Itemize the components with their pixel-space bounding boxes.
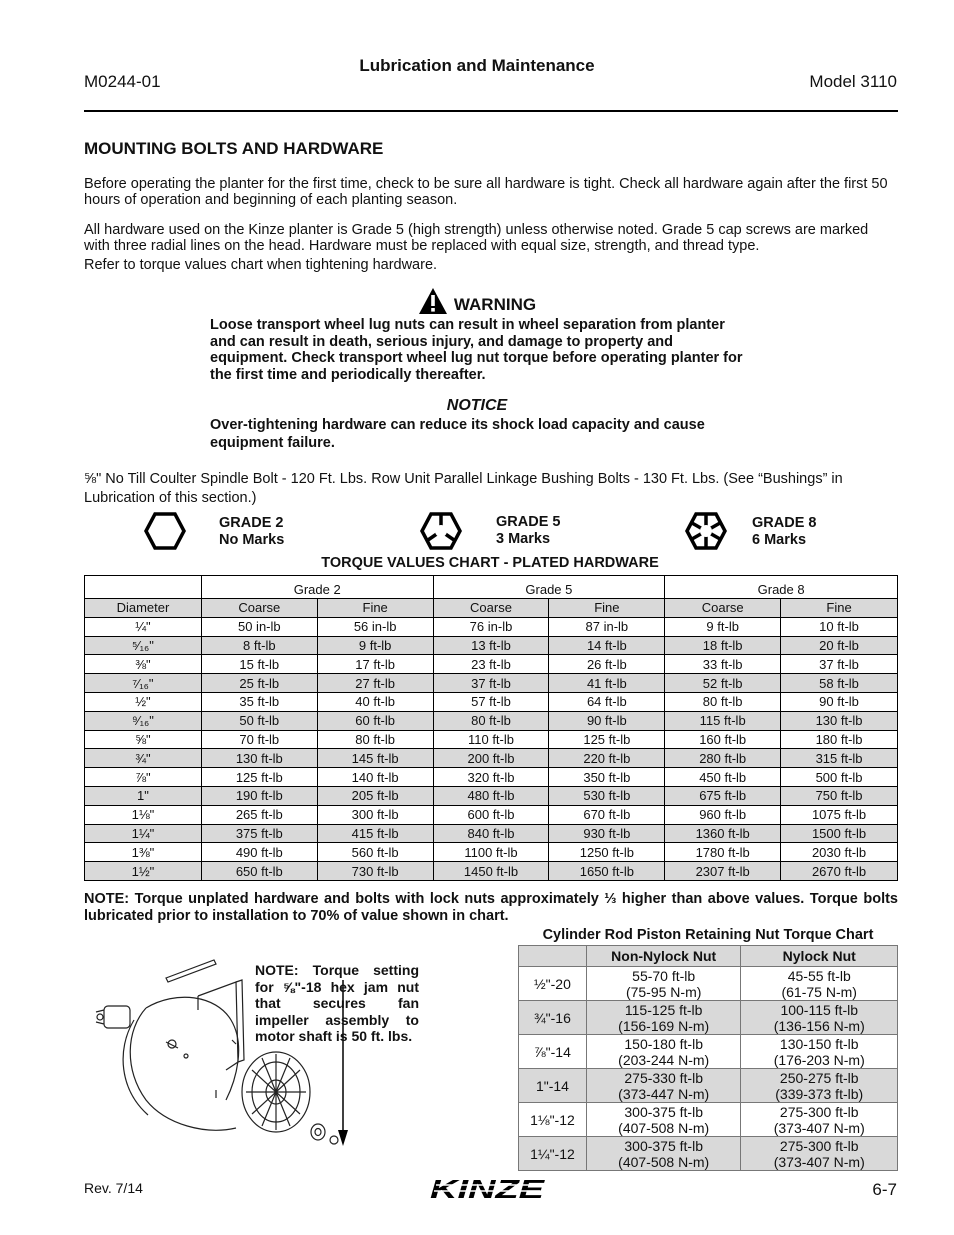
torque-nm: (61-75 N-m)	[781, 983, 857, 1000]
diameter-cell: ⁵⁄₁₆"	[85, 636, 202, 655]
cylinder-chart-title: Cylinder Rod Piston Retaining Nut Torque Chart	[542, 927, 874, 943]
grade-5-label	[496, 514, 560, 548]
thread-size-cell: 1¼"-12	[519, 1137, 587, 1171]
intro-paragraph: Before operating the planter for the first time, check to be sure all hardware is tight. Check all hardware again after the first 50 hours of operation and beginning of each planting season.	[84, 176, 888, 208]
page-number: 6-7	[872, 1180, 897, 1199]
torque-cell: 1100 ft-lb	[433, 843, 549, 862]
torque-cell: 600 ft-lb	[433, 805, 549, 824]
grade-8-name: GRADE 8	[752, 515, 817, 531]
column-header-row	[85, 599, 898, 618]
thread-size-cell: 1"-14	[519, 1069, 587, 1103]
column-header: Fine	[781, 599, 898, 618]
torque-cell: 1250 ft-lb	[549, 843, 665, 862]
page-title: MOUNTING BOLTS AND HARDWARE	[84, 139, 384, 158]
torque-cell: 52 ft-lb	[665, 674, 781, 693]
header-rule	[84, 110, 898, 112]
torque-cell: 560 ft-lb	[317, 843, 433, 862]
torque-cell: 14 ft-lb	[549, 636, 665, 655]
torque-cell: 450 ft-lb	[665, 768, 781, 787]
torque-cell: 530 ft-lb	[549, 786, 665, 805]
grade-header: Grade 8	[665, 576, 898, 599]
torque-cell: 15 ft-lb	[201, 655, 317, 674]
torque-nm: (373-447 N-m)	[618, 1085, 710, 1102]
torque-cell: 205 ft-lb	[317, 786, 433, 805]
cylinder-header-row	[519, 946, 898, 967]
torque-cell: 1650 ft-lb	[549, 862, 665, 881]
torque-cell: 9 ft-lb	[317, 636, 433, 655]
table-row	[85, 730, 898, 749]
empty-header-cell	[85, 576, 202, 599]
grade-5-marks: 3 Marks	[496, 531, 551, 547]
torque-cell: 9 ft-lb	[665, 617, 781, 636]
torque-ftlb: 300-375 ft-lb	[624, 1103, 703, 1120]
column-header: Fine	[549, 599, 665, 618]
torque-nm: (373-407 N-m)	[773, 1119, 865, 1136]
refer-paragraph: Refer to torque values chart when tightening hardware.	[84, 257, 438, 273]
torque-cell: 320 ft-lb	[433, 768, 549, 787]
torque-cell: 670 ft-lb	[549, 805, 665, 824]
warning-title: WARNING	[453, 295, 537, 314]
torque-range-cell	[741, 1035, 898, 1069]
torque-cell: 960 ft-lb	[665, 805, 781, 824]
torque-cell: 57 ft-lb	[433, 692, 549, 711]
notice-body: Over-tightening hardware can reduce its shock load capacity and cause equipment failure.	[210, 417, 705, 451]
table-row	[85, 636, 898, 655]
torque-range-cell	[586, 1001, 741, 1035]
torque-range-cell	[741, 1103, 898, 1137]
torque-cell: 23 ft-lb	[433, 655, 549, 674]
torque-ftlb: 275-300 ft-lb	[779, 1137, 859, 1154]
table-row	[85, 711, 898, 730]
cylinder-table-body	[519, 967, 898, 1171]
torque-cell: 1450 ft-lb	[433, 862, 549, 881]
torque-cell: 27 ft-lb	[317, 674, 433, 693]
torque-cell: 87 in-lb	[549, 617, 665, 636]
torque-range-cell	[741, 1001, 898, 1035]
torque-cell: 50 ft-lb	[201, 711, 317, 730]
torque-cell: 300 ft-lb	[317, 805, 433, 824]
torque-ftlb: 45-55 ft-lb	[787, 967, 851, 984]
torque-ftlb: 250-275 ft-lb	[779, 1069, 859, 1086]
torque-cell: 480 ft-lb	[433, 786, 549, 805]
torque-cell: 650 ft-lb	[201, 862, 317, 881]
thread-size-cell: ⅞"-14	[519, 1035, 587, 1069]
cylinder-torque-table	[518, 945, 898, 1171]
thread-size-cell: 1⅛"-12	[519, 1103, 587, 1137]
diameter-cell: ½"	[85, 692, 202, 711]
torque-cell: 140 ft-lb	[317, 768, 433, 787]
table-row	[85, 617, 898, 636]
torque-cell: 730 ft-lb	[317, 862, 433, 881]
torque-cell: 675 ft-lb	[665, 786, 781, 805]
torque-cell: 110 ft-lb	[433, 730, 549, 749]
column-header: Coarse	[433, 599, 549, 618]
grade-header: Grade 2	[201, 576, 433, 599]
torque-nm: (136-156 N-m)	[773, 1017, 865, 1034]
torque-cell: 160 ft-lb	[665, 730, 781, 749]
torque-cell: 115 ft-lb	[665, 711, 781, 730]
torque-cell: 1500 ft-lb	[781, 824, 898, 843]
torque-cell: 490 ft-lb	[201, 843, 317, 862]
column-header: Coarse	[665, 599, 781, 618]
torque-cell: 2030 ft-lb	[781, 843, 898, 862]
torque-cell: 1360 ft-lb	[665, 824, 781, 843]
torque-ftlb: 100-115 ft-lb	[780, 1001, 859, 1018]
diameter-cell: 1"	[85, 786, 202, 805]
torque-ftlb: 130-150 ft-lb	[779, 1035, 859, 1052]
torque-cell: 415 ft-lb	[317, 824, 433, 843]
warning-body: Loose transport wheel lug nuts can result in wheel separation from planter and can result in death, serious injury, and damage to property and equipment. Check transport wheel lug nut torque before operating planter for the first time and periodically thereafter.	[210, 317, 743, 383]
torque-cell: 315 ft-lb	[781, 749, 898, 768]
torque-cell: 500 ft-lb	[781, 768, 898, 787]
thread-size-cell: ½"-20	[519, 967, 587, 1001]
torque-cell: 180 ft-lb	[781, 730, 898, 749]
torque-note: NOTE: Torque unplated hardware and bolts with lock nuts approximately ⅓ higher than above values. Torque bolts lubricated prior to installation to 70% of value shown in chart.	[84, 891, 898, 924]
diameter-cell: 1⅛"	[85, 805, 202, 824]
torque-cell: 1780 ft-lb	[665, 843, 781, 862]
table-row	[85, 805, 898, 824]
torque-nm: (339-373 ft-lb)	[775, 1085, 864, 1102]
model-number: Model 3110	[809, 72, 897, 91]
diameter-cell: ⅝"	[85, 730, 202, 749]
torque-range-cell	[741, 967, 898, 1001]
torque-nm: (203-244 N-m)	[618, 1051, 710, 1068]
table-row	[85, 768, 898, 787]
diameter-cell: 1⅜"	[85, 843, 202, 862]
torque-cell: 265 ft-lb	[201, 805, 317, 824]
notice-title: NOTICE	[446, 397, 508, 414]
torque-cell: 125 ft-lb	[201, 768, 317, 787]
torque-cell: 750 ft-lb	[781, 786, 898, 805]
diameter-cell: ⅜"	[85, 655, 202, 674]
table-row	[519, 1069, 898, 1103]
table-row	[85, 824, 898, 843]
table-row	[519, 1137, 898, 1171]
spindle-note: ⅝" No Till Coulter Spindle Bolt - 120 Ft. Lbs. Row Unit Parallel Linkage Bushing Bolts - 130 Ft. Lbs. (See “Bushings” in Lubrication of this section.)	[84, 471, 843, 506]
diameter-cell: ⁹⁄₁₆"	[85, 711, 202, 730]
column-header: Fine	[317, 599, 433, 618]
torque-cell: 2670 ft-lb	[781, 862, 898, 881]
torque-range-cell	[586, 967, 741, 1001]
torque-cell: 125 ft-lb	[549, 730, 665, 749]
torque-cell: 56 in-lb	[317, 617, 433, 636]
warning-heading	[0, 287, 954, 315]
torque-range-cell	[586, 1103, 741, 1137]
grade-8-marks: 6 Marks	[752, 532, 807, 548]
warning-icon	[418, 287, 448, 315]
cylinder-header: Non-Nylock Nut	[586, 946, 741, 967]
kinze-logo-text: KINZE	[430, 1176, 545, 1202]
torque-cell: 90 ft-lb	[549, 711, 665, 730]
torque-values-table	[84, 575, 898, 881]
kinze-logo	[426, 1176, 550, 1202]
torque-nm: (373-407 N-m)	[773, 1153, 865, 1170]
torque-ftlb: 55-70 ft-lb	[632, 967, 696, 984]
torque-cell: 80 ft-lb	[317, 730, 433, 749]
torque-cell: 90 ft-lb	[781, 692, 898, 711]
cylinder-header: Nylock Nut	[741, 946, 898, 967]
torque-cell: 60 ft-lb	[317, 711, 433, 730]
torque-cell: 13 ft-lb	[433, 636, 549, 655]
torque-cell: 40 ft-lb	[317, 692, 433, 711]
torque-range-cell	[741, 1137, 898, 1171]
torque-cell: 70 ft-lb	[201, 730, 317, 749]
torque-cell: 37 ft-lb	[781, 655, 898, 674]
torque-cell: 80 ft-lb	[665, 692, 781, 711]
torque-nm: (407-508 N-m)	[618, 1119, 710, 1136]
torque-nm: (156-169 N-m)	[618, 1017, 710, 1034]
grade-2-marks: No Marks	[219, 532, 285, 548]
torque-table-body	[85, 617, 898, 880]
diameter-cell: 1½"	[85, 862, 202, 881]
diameter-cell: ¾"	[85, 749, 202, 768]
torque-cell: 280 ft-lb	[665, 749, 781, 768]
torque-cell: 18 ft-lb	[665, 636, 781, 655]
grade-8-hex-icon	[685, 512, 727, 550]
torque-cell: 64 ft-lb	[549, 692, 665, 711]
grade-2-label	[219, 515, 284, 549]
torque-cell: 220 ft-lb	[549, 749, 665, 768]
section-title: Lubrication and Maintenance	[359, 56, 595, 75]
torque-range-cell	[586, 1035, 741, 1069]
torque-ftlb: 275-300 ft-lb	[779, 1103, 859, 1120]
torque-cell: 58 ft-lb	[781, 674, 898, 693]
table-row	[519, 1001, 898, 1035]
torque-cell: 145 ft-lb	[317, 749, 433, 768]
torque-cell: 26 ft-lb	[549, 655, 665, 674]
torque-cell: 350 ft-lb	[549, 768, 665, 787]
torque-cell: 840 ft-lb	[433, 824, 549, 843]
diameter-cell: ⁷⁄₁₆"	[85, 674, 202, 693]
torque-cell: 41 ft-lb	[549, 674, 665, 693]
torque-cell: 10 ft-lb	[781, 617, 898, 636]
torque-cell: 17 ft-lb	[317, 655, 433, 674]
grade-2-hex-icon	[144, 512, 186, 550]
torque-cell: 930 ft-lb	[549, 824, 665, 843]
torque-range-cell	[586, 1069, 741, 1103]
torque-range-cell	[586, 1137, 741, 1171]
diameter-cell: 1¼"	[85, 824, 202, 843]
table-row	[519, 1035, 898, 1069]
torque-cell: 130 ft-lb	[781, 711, 898, 730]
torque-nm: (407-508 N-m)	[618, 1153, 710, 1170]
torque-nm: (75-95 N-m)	[625, 983, 702, 1000]
column-header: Diameter	[85, 599, 202, 618]
torque-cell: 375 ft-lb	[201, 824, 317, 843]
torque-cell: 80 ft-lb	[433, 711, 549, 730]
table-row	[85, 692, 898, 711]
grade-header: Grade 5	[433, 576, 665, 599]
revision-date: Rev. 7/14	[84, 1180, 143, 1196]
torque-cell: 190 ft-lb	[201, 786, 317, 805]
torque-nm: (176-203 N-m)	[773, 1051, 865, 1068]
table-row	[85, 843, 898, 862]
grade-header-row	[85, 576, 898, 599]
torque-cell: 1075 ft-lb	[781, 805, 898, 824]
grade-5-hex-icon	[420, 512, 462, 550]
torque-cell: 20 ft-lb	[781, 636, 898, 655]
cylinder-header	[519, 946, 587, 967]
table-row	[85, 749, 898, 768]
diameter-cell: ⅞"	[85, 768, 202, 787]
diameter-cell: ¼"	[85, 617, 202, 636]
torque-ftlb: 275-330 ft-lb	[624, 1069, 703, 1086]
torque-ftlb: 150-180 ft-lb	[624, 1035, 703, 1052]
torque-cell: 35 ft-lb	[201, 692, 317, 711]
torque-cell: 76 in-lb	[433, 617, 549, 636]
grade-paragraph: All hardware used on the Kinze planter is Grade 5 (high strength) unless otherwise noted. Grade 5 cap screws are marked with three radial lines on the head. Hardware must be replaced with equal size, strength, and thread type.	[84, 222, 869, 254]
torque-cell: 25 ft-lb	[201, 674, 317, 693]
table-row	[85, 674, 898, 693]
figure-note: NOTE: Torque setting for ⅝"-18 hex jam nut that secures fan impeller assembly to motor shaft is 50 ft. lbs.	[255, 962, 419, 1044]
grade-2-name: GRADE 2	[219, 515, 284, 531]
torque-cell: 37 ft-lb	[433, 674, 549, 693]
torque-ftlb: 300-375 ft-lb	[624, 1137, 703, 1154]
table-row	[519, 967, 898, 1001]
grade-5-name: GRADE 5	[496, 514, 561, 530]
column-header: Coarse	[201, 599, 317, 618]
torque-ftlb: 115-125 ft-lb	[624, 1001, 703, 1018]
torque-range-cell	[741, 1069, 898, 1103]
torque-chart-title: TORQUE VALUES CHART - PLATED HARDWARE	[321, 555, 659, 571]
table-row	[85, 862, 898, 881]
table-row	[519, 1103, 898, 1137]
torque-cell: 8 ft-lb	[201, 636, 317, 655]
torque-cell: 2307 ft-lb	[665, 862, 781, 881]
torque-cell: 130 ft-lb	[201, 749, 317, 768]
table-row	[85, 786, 898, 805]
grade-8-label	[752, 515, 816, 549]
torque-cell: 50 in-lb	[201, 617, 317, 636]
table-row	[85, 655, 898, 674]
thread-size-cell: ¾"-16	[519, 1001, 587, 1035]
torque-cell: 33 ft-lb	[665, 655, 781, 674]
doc-number: M0244-01	[84, 72, 161, 91]
torque-cell: 200 ft-lb	[433, 749, 549, 768]
